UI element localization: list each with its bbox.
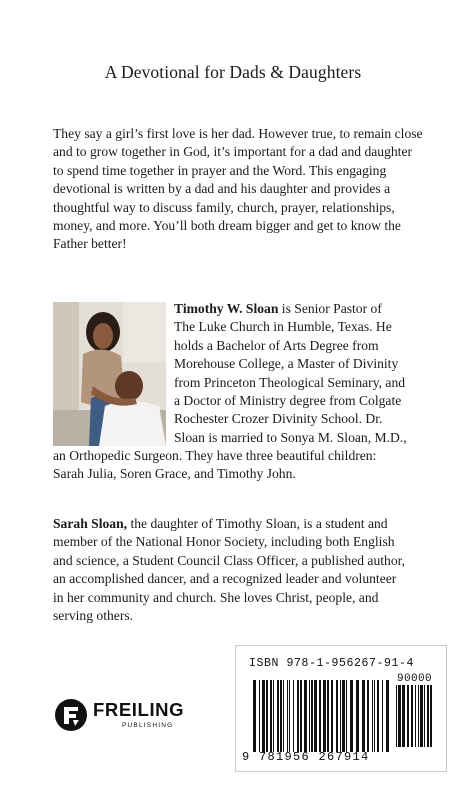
cover-heading: A Devotional for Dads & Daughters: [104, 62, 362, 82]
isbn-label: ISBN 978-1-956267-91-4: [249, 657, 415, 670]
author1-bio-line: Sloan is married to Sonya M. Sloan, M.D.,: [174, 429, 407, 445]
publisher-name: FREILING: [93, 699, 185, 720]
author2-bio-line: in her community and church. She loves Christ, people, and: [53, 589, 379, 605]
author1-bio-line: Rochester Crozer Divinity School. Dr.: [174, 411, 383, 427]
author1-bio-text: is Senior Pastor of: [278, 301, 382, 316]
author1-bio-line: Sarah Julia, Soren Grace, and Timothy John.: [53, 466, 296, 482]
ean-number: 9 781956 267914: [242, 750, 370, 764]
author2-name: Sarah Sloan,: [53, 516, 128, 531]
author1-bio-line: from Princeton Theological Seminary, and: [174, 374, 406, 390]
author1-bio-line: Morehouse College, a Master of Divinity: [174, 356, 399, 372]
publisher-mark-icon: [55, 699, 87, 731]
author1-bio-top: [174, 300, 436, 447]
author2-bio-line: member of the National Honor Society, including both English: [53, 534, 395, 550]
author2-bio-line: and science, a Student Council Class Officer, a published author,: [53, 552, 406, 568]
author1-bio-line: a Doctor of Ministry degree from Colgate: [174, 393, 402, 409]
author2-bio-text: the daughter of Timothy Sloan, is a student and: [127, 516, 388, 531]
isbn-barcode: [235, 645, 447, 772]
author2-bio-line: serving others.: [53, 608, 134, 624]
publisher-logo: [55, 697, 195, 737]
author2-bio-line: an accomplished dancer, and a recognized leader and volunteer: [53, 571, 397, 587]
author2-bio-line: [53, 515, 433, 533]
ean-barcode-bars: [253, 680, 389, 752]
author1-bio-line: holds a Bachelor of Arts Degree from: [174, 337, 379, 353]
author1-bio-line: [174, 300, 436, 318]
book-description: They say a girl’s first love is her dad. However true, to remain close and to grow together in God, it’s important for a dad and daughter to spend time together in prayer and the Word. This engaging devotional is written by a dad and his daughter and provides a thoughtful way to discuss family, church, prayer, relationships, money, and more. You’ll both dream bigger and get to know the Father better!: [53, 126, 423, 252]
price-code: 90000: [397, 673, 433, 685]
author-photo-image: [53, 302, 166, 446]
author-photo: [53, 302, 166, 446]
publisher-subtitle: PUBLISHING: [122, 722, 174, 729]
author2-bio: [53, 515, 433, 625]
addon-barcode-bars: [396, 685, 436, 747]
author1-bio-bottom: [53, 447, 433, 484]
author1-name: Timothy W. Sloan: [174, 301, 279, 316]
author1-bio-line: The Luke Church in Humble, Texas. He: [174, 319, 392, 335]
author1-bio-line: an Orthopedic Surgeon. They have three beautiful children:: [53, 448, 377, 463]
